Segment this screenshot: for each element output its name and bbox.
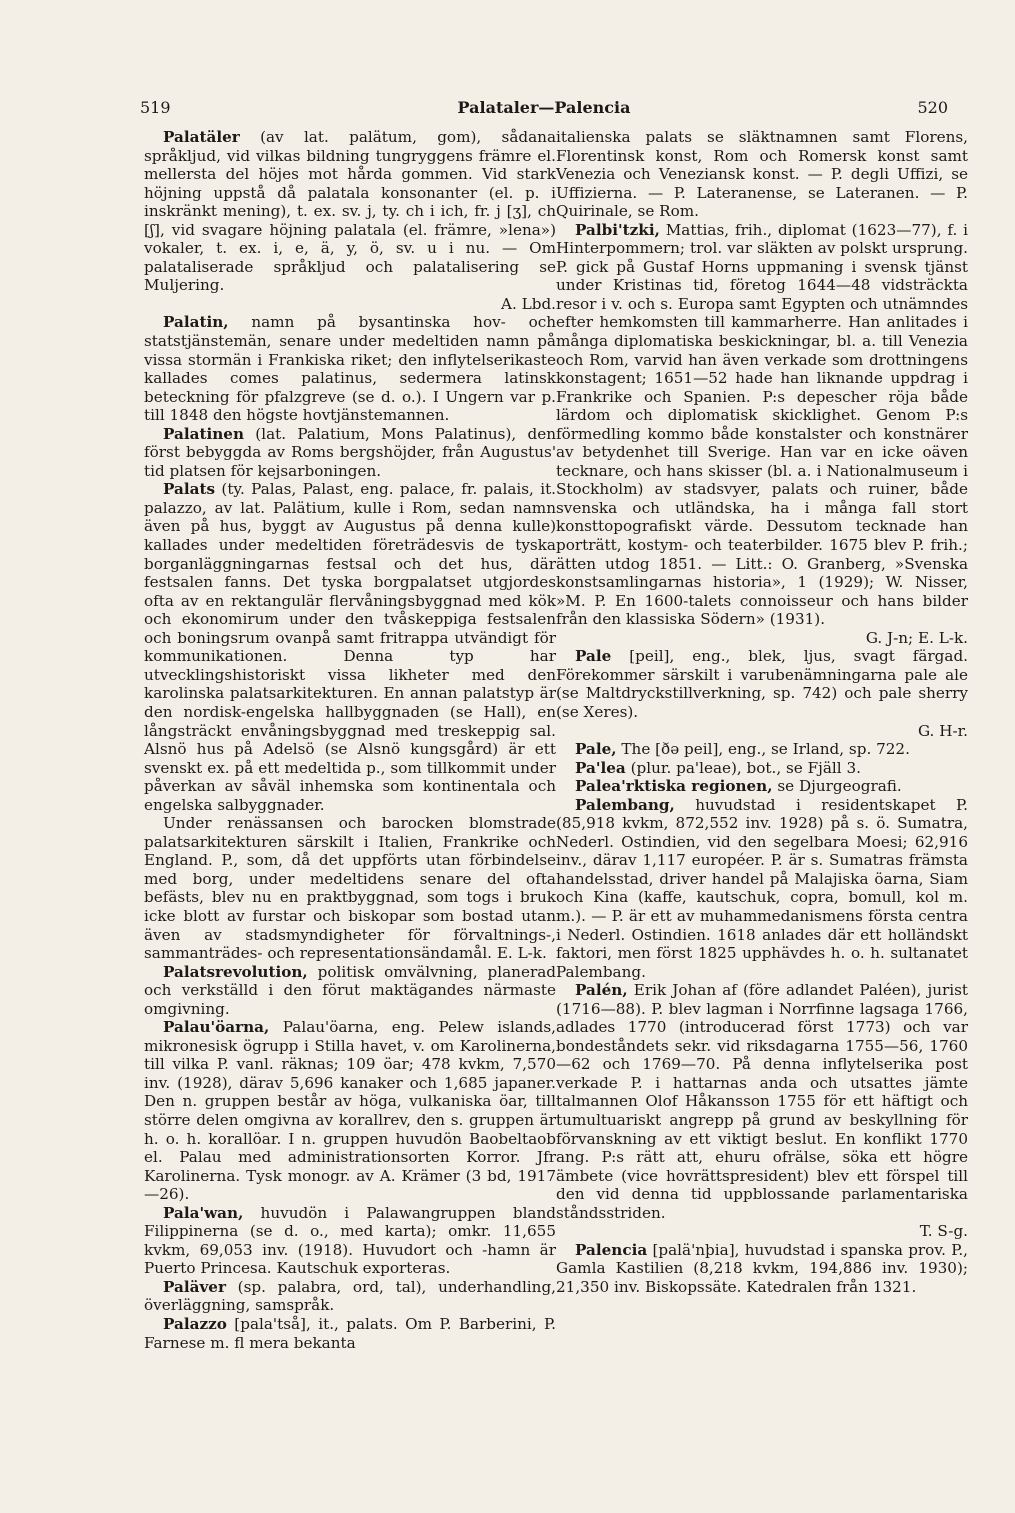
entry-palatin bbox=[144, 313, 556, 424]
running-title: Palataler—Palencia bbox=[457, 98, 631, 117]
entry-text: italienska palats se släktnamnen samt Florens, Florentinsk konst, Rom och Romersk konst samt Venezia och Veneziansk konst. — P. degli Uffizi, se Uffizierna. — P. Lateranense, se Lateranen. — P. Quirinale, se Rom. bbox=[556, 128, 968, 221]
entry-palen bbox=[556, 981, 968, 1241]
entry-text: [pala'tså], it., palats. Om P. Barberini, P. Farnese m. fl mera bekanta bbox=[144, 1315, 557, 1352]
headword: Palatäler bbox=[163, 128, 240, 146]
entry-pale-the bbox=[556, 740, 968, 759]
headword: Pa'lea bbox=[575, 758, 626, 777]
entry-text: (av lat. palätum, gom), sådana språkljud, vid vilkas bildning tungryggens främre el. mellersta del höjes mot hårda gommen. Vid stark höjning uppstå då palatala konsonanter (el. p. i inskränkt mening), t. ex. sv. j, ty. ch i ich, fr. j [ʒ], ch [ʃ], vid svagare höjning palatala (el. främre, »lena») vokaler, t. ex. i, e, ä, y, ö, sv. u i nu. — Om palataliserade språkljud och palatalisering se Muljering. bbox=[144, 128, 557, 295]
entry-text: Palau'öarna, eng. Pelew islands, mikronesisk ögrupp i Stilla havet, v. om Karolinerna, till vilka P. vanl. räknas; 109 öar; 478 kvkm, 7,570 inv. (1928), därav 5,696 kanaker och 1,685 japaner. Den n. gruppen består av höga, vulkaniska öar, till större delen omgivna av korallrev, den s. gruppen är h. o. h. korallöar. I n. gruppen huvudön Baobeltaob el. Palau med administrationsorten Korror. Jfr Karolinerna. Tysk monogr. av A. Krämer (3 bd, 1917—26). bbox=[144, 1018, 556, 1204]
entry-palatinen bbox=[144, 425, 556, 481]
headword: Palats bbox=[163, 480, 216, 499]
entry-text: Erik Johan af (före adlandet Paléen), jurist (1716—88). P. blev lagman i Norrfinne lagsaga 1766, adlades 1770 (introducerad först 1773) och var bondeståndets sekr. vid riksdagarna 1755—56, 1760—62 och 1769—70. På denna inflytelserika post verkade P. i hattarnas anda och utsattes jämte talmannen Olof Håkansson 1755 för ett häftigt och tumultuariskt angrepp på grund av beskyllning för förvanskning av ett viktigt beslut. En konflikt 1770 ang. P:s rätt att, ehuru ofrälse, söka ett högre ämbete (vice hovrättspresident) blev ett förspel till den vid denna tid uppblossande parlamentariska ståndsstriden. bbox=[556, 981, 968, 1222]
entry-palazzo-continued bbox=[556, 128, 968, 221]
entry-text: Mattias, frih., diplomat (1623—77), f. i Hinterpommern; trol. var släkten av polskt ursprung. P. gick på Gustaf Horns uppmaning i svensk tjänst under Kristinas tid, företog 1644—48 vidsträckta resor i v. och s. Europa samt Egypten och utnämndes efter hemkomsten till kammarherre. Han anlitades i många diplomatiska beskickningar, bl. a. till Venezia och Rom, varvid han även verkade som drottningens konstagent; 1651—52 hade han liknande uppdrag i Frankrike och Spanien. P:s depescher röja både lärdom och diplomatisk skicklighet. Genom P:s förmedling kommo både konstalster och konstnärer av betydenhet till Sverige. Han var en icke oäven tecknare, och hans skisser (bl. a. i Nationalmuseum i Stockholm) av stadsvyer, palats och ruiner, både svenska och utländska, ha i många fall stort konsttopografiskt värde. Dessutom tecknade han porträtt, kostym- och teaterbilder. 1675 blev P. frih.; ätten utdog 1851. — Litt.: O. Granberg, »Svenska konstsamlingarnas historia», 1 (1929); W. Nisser, »M. P. En 1600-talets connoisseur och hans bilder från den klassiska Södern» (1931). bbox=[556, 220, 968, 629]
entry-palazzo bbox=[144, 1315, 556, 1352]
entry-text: [palä'nþia], huvudstad i spanska prov. P., Gamla Kastilien (8,218 kvkm, 194,886 inv. 1930); 21,350 inv. Biskopssäte. Katedralen från 1321. bbox=[556, 1240, 969, 1296]
entry-pale bbox=[556, 647, 968, 740]
entry-palea bbox=[556, 759, 968, 778]
left-column bbox=[144, 128, 556, 1352]
headword: Palén, bbox=[575, 981, 628, 1000]
page-number-left: 519 bbox=[140, 98, 171, 117]
headword: Palbi'tzki, bbox=[575, 220, 660, 239]
author-signature: G. H-r. bbox=[917, 721, 968, 740]
page-number-right: 520 bbox=[917, 98, 948, 117]
entry-text: politisk omvälvning, planerad och verkställd i den förut maktägandes närmaste omgivning. bbox=[144, 962, 556, 1018]
entry-palatsrevolution bbox=[144, 963, 556, 1019]
entry-palataler bbox=[144, 128, 556, 313]
entry-text: (sp. palabra, ord, tal), underhandling, överläggning, samspråk. bbox=[144, 1277, 556, 1315]
entry-text: huvudstad i residentskapet P. (85,918 kvkm, 872,552 inv. 1928) på s. ö. Sumatra, Nederl. Ostindien, vid den segelbara Moesi; 62,916 inv., därav 1,117 européer. P. är s. Sumatras främsta handelsstad, driver handel på Malajiska öarna, Siam och Kina (kaffe, kautschuk, copra, bomull, kol m. m.). — P. är ett av muhammedanismens första centra i Nederl. Ostindien. 1618 anlades där ett holländskt faktori, men först 1825 upphävdes h. o. h. sultanatet Palembang. bbox=[556, 795, 968, 981]
entry-palats-continued bbox=[144, 814, 556, 962]
headword: Palatsrevolution, bbox=[163, 962, 308, 981]
entry-palauoarna bbox=[144, 1018, 556, 1203]
entry-text: The [ðə peil], eng., se Irland, sp. 722. bbox=[621, 740, 910, 759]
headword: Pala'wan, bbox=[163, 1203, 244, 1222]
headword: Pale bbox=[575, 647, 612, 666]
author-signature: E. L-k. bbox=[496, 944, 547, 963]
entry-text: (ty. Palas, Palast, eng. palace, fr. palais, it. palazzo, av lat. Palätium, kulle i Rom, sedan namn även på hus, byggt av Augustus på denna kulle) kallades under medeltiden företrädesvis de tyska borganläggningarnas festsal och det hus, där festsalen fanns. Det tyska borgpalatset utgjordes ofta av en rektangulär flervåningsbyggnad med kök och ekonomirum under den tvåskeppiga festsalen och boningsrum ovanpå samt fritrappa utvändigt för kommunikationen. Denna typ har utvecklingshistoriskt vissa likheter med den karolinska palatsarkitekturen. En annan palatstyp är den nordisk-engelska hallbyggnaden (se Hall), en långsträckt envåningsbyggnad med treskeppig sal. Alsnö hus på Adelsö (se Alsnö kungsgård) är ett svenskt ex. på ett medeltida p., som tillkommit under påverkan av såväl inhemska som kontinentala och engelska salbyggnader. bbox=[144, 480, 556, 814]
headword: Palatinen bbox=[163, 424, 244, 443]
right-column bbox=[556, 128, 968, 1296]
author-signature: G. J-n; E. L-k. bbox=[865, 628, 968, 647]
entry-text: (plur. pa'leae), bot., se Fjäll 3. bbox=[630, 758, 861, 777]
headword: Palatin, bbox=[163, 313, 229, 332]
headword: Palea'rktiska regionen, bbox=[575, 777, 773, 796]
entry-palencia bbox=[556, 1241, 968, 1297]
entry-palearktiska-regionen bbox=[556, 777, 968, 796]
headword: Palembang, bbox=[575, 795, 675, 814]
entry-palaver bbox=[144, 1278, 556, 1315]
entry-palawan bbox=[144, 1204, 556, 1278]
entry-palbitzki bbox=[556, 221, 968, 648]
headword: Palazzo bbox=[163, 1315, 227, 1333]
entry-text: [peil], eng., blek, ljus, svagt färgad. Förekommer särskilt i varubenämningarna pale ale (se Maltdryckstillverkning, sp. 742) och pale sherry (se Xeres). bbox=[556, 647, 969, 721]
entry-text: namn på bysantinska hov- och statstjänstemän, senare under medeltiden namn på vissa stormän i Frankiska riket; den inflytelserikaste kallades comes palatinus, sedermera latinsk beteckning för pfalzgreve (se d. o.). I Ungern var p. till 1848 den högste hovtjänstemannen. bbox=[144, 313, 556, 425]
entry-text: huvudön i Palawangruppen bland Filippinerna (se d. o., med karta); omkr. 11,655 kvkm, 69,053 inv. (1918). Huvudort och -hamn är Puerto Princesa. Kautschuk exporteras. bbox=[144, 1203, 556, 1278]
headword: Palau'öarna, bbox=[163, 1018, 270, 1037]
author-signature: T. S-g. bbox=[919, 1222, 968, 1241]
entry-text: se Djurgeografi. bbox=[777, 777, 902, 796]
author-signature: A. Lbd. bbox=[501, 294, 556, 313]
page-header bbox=[140, 98, 948, 122]
entry-palats bbox=[144, 480, 556, 814]
entry-palembang bbox=[556, 796, 968, 981]
headword: Paläver bbox=[163, 1277, 226, 1296]
entry-text: (lat. Palatium, Mons Palatinus), den först bebyggda av Roms bergshöjder, från Augustus' tid platsen för kejsarboningen. bbox=[144, 424, 557, 480]
entry-text: Under renässansen och barocken blomstrade palatsarkitekturen särskilt i Italien, Frankrike och England. P., som, då det uppförts utan förbindelse med borg, under medeltidens senare del ofta befästs, blev nu en praktbyggnad, som togs i bruk icke blott av furstar och biskopar som bostad utan även av stadsmyndigheter för förvaltnings-, sammanträdes- och representationsändamål. bbox=[144, 814, 556, 963]
headword: Pale, bbox=[575, 740, 617, 759]
headword: Palencia bbox=[575, 1240, 648, 1259]
